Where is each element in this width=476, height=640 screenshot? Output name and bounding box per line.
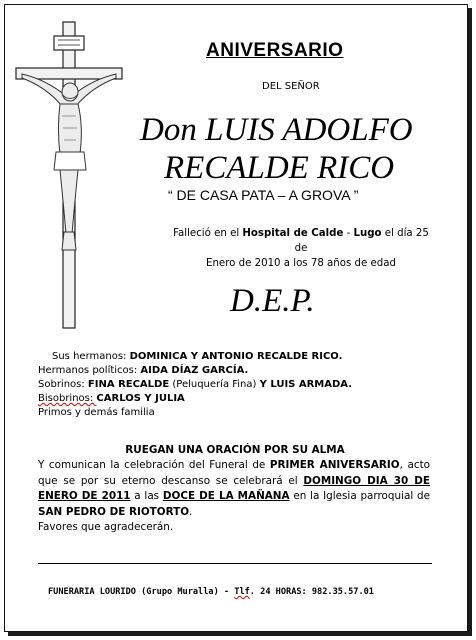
divider bbox=[38, 563, 432, 564]
church-name: SAN PEDRO DE RIOTORTO bbox=[38, 505, 190, 518]
deceased-name-line2: RECALDE RICO bbox=[164, 150, 395, 186]
footer-text-1: FUNERARIA LOURIDO (Grupo Muralla) - bbox=[48, 587, 235, 597]
cousins-row: Primos y demás familia bbox=[38, 407, 155, 418]
death-text-4: Enero de 2010 a los 78 años de edad bbox=[206, 258, 396, 269]
nephews-label: Sobrinos: bbox=[38, 379, 88, 390]
announce-text-1: Y comunican la celebración del Funeral de bbox=[38, 459, 270, 471]
thanks-text: Favores que agradecerán. bbox=[38, 521, 174, 533]
family-list bbox=[38, 350, 352, 420]
siblings-label: Sus hermanos: bbox=[52, 351, 130, 362]
city-name: Lugo bbox=[353, 228, 382, 239]
funeral-announcement bbox=[38, 458, 430, 536]
siblings-row bbox=[38, 350, 352, 364]
subtitle-del-senor: DEL SEÑOR bbox=[262, 81, 320, 92]
announce-text-3: a las bbox=[130, 490, 163, 502]
funeral-date: DOMINGO DIA 30 DE ENERO DE 2011 bbox=[38, 474, 431, 502]
grandnephews-row bbox=[38, 392, 352, 406]
announce-text-5: . bbox=[189, 505, 193, 518]
inlaws-row bbox=[38, 364, 352, 378]
death-text-1: Falleció en el bbox=[173, 228, 243, 239]
nickname: “ DE CASA PATA – A GROVA ” bbox=[168, 187, 359, 203]
dep-heading: D.E.P. bbox=[230, 283, 315, 319]
death-text-3: el día 25 de bbox=[294, 228, 429, 254]
deceased-name-line1: Don LUIS ADOLFO bbox=[140, 112, 413, 148]
footer-text-2: . 24 HORAS: 982.35.57.01 bbox=[249, 587, 374, 597]
funeral-home-footer bbox=[48, 587, 374, 597]
nephew2-name: Y LUIS ARMADA. bbox=[259, 379, 353, 390]
announce-text-2: , acto que se por su eterno descanso se celebrará el bbox=[38, 459, 431, 487]
inlaws-names: AIDA DÍAZ GARCÍA. bbox=[140, 365, 249, 376]
nephew-note: (Peluquería Fina) bbox=[169, 379, 260, 390]
death-notice bbox=[170, 226, 432, 271]
nephews-row bbox=[38, 378, 352, 392]
grandnephews-names: CARLOS Y JULIA bbox=[96, 393, 185, 404]
nephew1-name: FINA RECALDE bbox=[87, 379, 170, 390]
crucifix-icon bbox=[14, 20, 124, 330]
funeral-time: DOCE DE LA MAÑANA bbox=[162, 490, 290, 502]
prayer-request: RUEGAN UNA ORACIÓN POR SU ALMA bbox=[125, 444, 345, 456]
footer-tlf: Tlf bbox=[234, 587, 250, 597]
page-title: ANIVERSARIO bbox=[206, 40, 344, 61]
announce-text-4: en la Iglesia parroquial de bbox=[289, 490, 430, 502]
siblings-names: DOMINICA Y ANTONIO RECALDE RICO. bbox=[129, 351, 343, 362]
death-text-2: - bbox=[343, 228, 354, 239]
anniversary-label: PRIMER ANIVERSARIO bbox=[269, 459, 400, 471]
hospital-name: Hospital de Calde bbox=[242, 228, 344, 239]
grandnephews-label: Bisobrinos: bbox=[38, 393, 97, 404]
inlaws-label: Hermanos políticos: bbox=[38, 365, 141, 376]
